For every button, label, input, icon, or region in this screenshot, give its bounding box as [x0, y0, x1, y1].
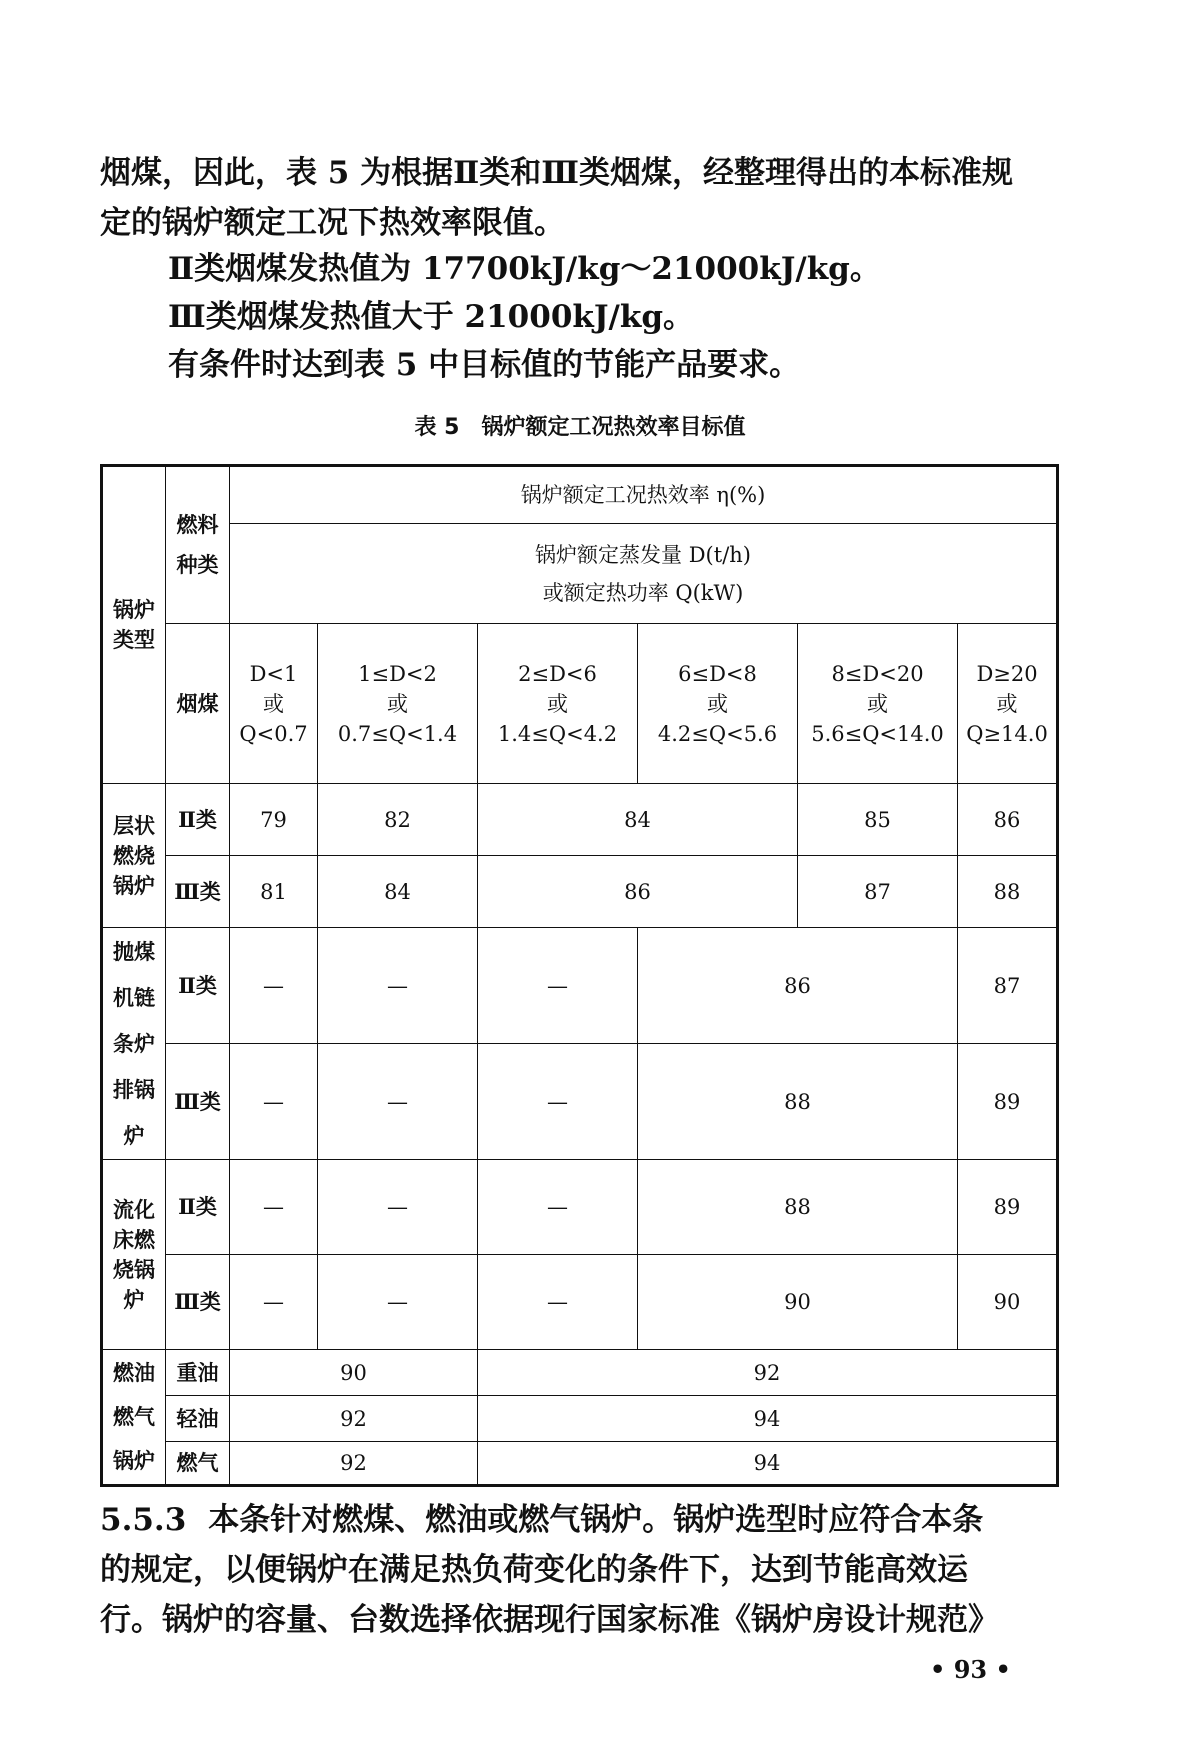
table-row [102, 928, 1058, 1044]
table-cell: 90 [958, 1255, 1058, 1350]
target-value-note: 有条件时达到表 5 中目标值的节能产品要求。 [168, 347, 801, 383]
section-number: 5.5.3 [100, 1502, 187, 1538]
table-cell: — [318, 1255, 478, 1350]
range-5: 8≤D<20 或 5.6≤Q<14.0 [798, 624, 958, 784]
table-cell: — [318, 928, 478, 1044]
fuel-type-header: 燃料种类 [166, 466, 230, 624]
section-line-3: 行。锅炉的容量、台数选择依据现行国家标准《锅炉房设计规范》 [100, 1602, 999, 1638]
intro-line-1: 烟煤，因此，表 5 为根据Ⅱ类和Ⅲ类烟煤，经整理得出的本标准规 [100, 155, 1014, 191]
efficiency-header: 锅炉额定工况热效率 η(%) [230, 466, 1058, 524]
fuel-label: 轻油 [166, 1396, 230, 1442]
table-cell: 88 [638, 1160, 958, 1255]
table-cell: 90 [638, 1255, 958, 1350]
capacity-line-1: 锅炉额定蒸发量 D(t/h) [535, 542, 751, 567]
table-cell: — [230, 1255, 318, 1350]
efficiency-table [100, 464, 1059, 1487]
table-cell: 89 [958, 1160, 1058, 1255]
boiler-type-oilgas: 燃油燃气锅炉 [102, 1350, 166, 1486]
table-cell: 86 [638, 928, 958, 1044]
capacity-line-2: 或额定热功率 Q(kW) [542, 580, 744, 605]
capacity-header [230, 524, 1058, 624]
table-cell: 86 [478, 856, 798, 928]
fuel-label: Ⅱ类 [166, 1160, 230, 1255]
range-6: D≥20 或 Q≥14.0 [958, 624, 1058, 784]
range-2: 1≤D<2 或 0.7≤Q<1.4 [318, 624, 478, 784]
table-cell: 89 [958, 1044, 1058, 1160]
table-cell: 82 [318, 784, 478, 856]
table-row [102, 784, 1058, 856]
table-row [102, 856, 1058, 928]
table-cell: 87 [798, 856, 958, 928]
table-cell: 92 [230, 1396, 478, 1442]
section-line-2: 的规定，以便锅炉在满足热负荷变化的条件下，达到节能高效运 [100, 1552, 968, 1588]
table-cell: — [478, 1160, 638, 1255]
table-cell: 88 [958, 856, 1058, 928]
header-row-3 [102, 624, 1058, 784]
table-cell: 94 [478, 1442, 1058, 1486]
boiler-type-fluidized: 流化床燃烧锅炉 [102, 1160, 166, 1350]
table-cell: 94 [478, 1396, 1058, 1442]
fuel-label: Ⅱ类 [166, 784, 230, 856]
class3-coal-calorific: Ⅲ类烟煤发热值大于 21000kJ/kg。 [168, 299, 695, 335]
table-cell: — [230, 928, 318, 1044]
boiler-type-layered: 层状燃烧锅炉 [102, 784, 166, 928]
table-cell: 90 [230, 1350, 478, 1396]
class2-coal-calorific: Ⅱ类烟煤发热值为 17700kJ/kg～21000kJ/kg。 [168, 251, 881, 287]
table-cell: — [478, 1044, 638, 1160]
boiler-type-chain: 抛煤机链条炉排锅炉 [102, 928, 166, 1160]
table-cell: — [318, 1160, 478, 1255]
fuel-label: Ⅲ类 [166, 1255, 230, 1350]
page-number: • 93 • [930, 1655, 1011, 1684]
fuel-label: Ⅲ类 [166, 1044, 230, 1160]
table-row [102, 1442, 1058, 1486]
table-cell: 85 [798, 784, 958, 856]
intro-line-2: 定的锅炉额定工况下热效率限值。 [100, 205, 565, 241]
table-cell: 84 [478, 784, 798, 856]
table-cell: 92 [230, 1442, 478, 1486]
table-cell: — [230, 1044, 318, 1160]
fuel-label: Ⅱ类 [166, 928, 230, 1044]
range-1: D<1 或 Q<0.7 [230, 624, 318, 784]
table-row [102, 1396, 1058, 1442]
table-cell: — [230, 1160, 318, 1255]
fuel-label: Ⅲ类 [166, 856, 230, 928]
section-line-1: 5.5.3 本条针对燃煤、燃油或燃气锅炉。锅炉选型时应符合本条 [100, 1502, 984, 1538]
table-row [102, 1160, 1058, 1255]
boiler-type-header: 锅炉类型 [102, 466, 166, 784]
table-cell: — [478, 928, 638, 1044]
table-cell: 86 [958, 784, 1058, 856]
range-3: 2≤D<6 或 1.4≤Q<4.2 [478, 624, 638, 784]
table-cell: — [318, 1044, 478, 1160]
table-caption: 表 5 锅炉额定工况热效率目标值 [414, 415, 746, 440]
table-cell: — [478, 1255, 638, 1350]
table-cell: 87 [958, 928, 1058, 1044]
table-cell: 84 [318, 856, 478, 928]
fuel-label: 燃气 [166, 1442, 230, 1486]
table-row [102, 1255, 1058, 1350]
table-cell: 92 [478, 1350, 1058, 1396]
table-cell: 79 [230, 784, 318, 856]
range-4: 6≤D<8 或 4.2≤Q<5.6 [638, 624, 798, 784]
table-row [102, 1044, 1058, 1160]
header-row-2 [102, 524, 1058, 624]
table-cell: 88 [638, 1044, 958, 1160]
table-row [102, 1350, 1058, 1396]
header-row-1 [102, 466, 1058, 524]
table-cell: 81 [230, 856, 318, 928]
coal-header: 烟煤 [166, 624, 230, 784]
fuel-label: 重油 [166, 1350, 230, 1396]
